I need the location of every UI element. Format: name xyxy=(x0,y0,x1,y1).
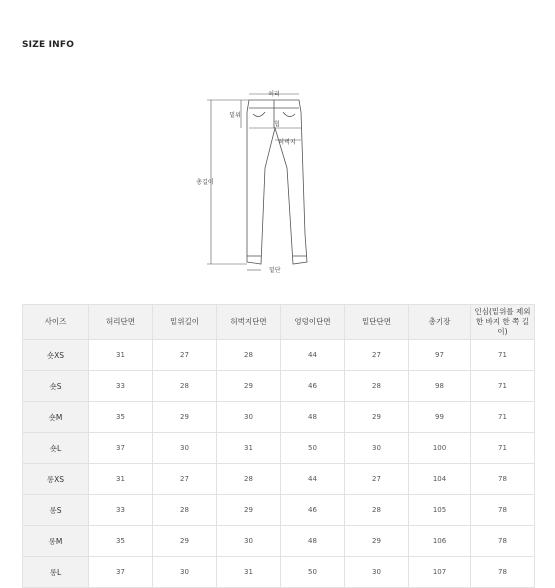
size-cell: 숏XS xyxy=(23,340,89,371)
table-row xyxy=(23,433,535,464)
hem-label: 밑단 xyxy=(269,267,281,274)
value-cell: 37 xyxy=(89,557,153,588)
value-cell: 30 xyxy=(345,433,409,464)
value-cell: 104 xyxy=(409,464,471,495)
table-header-row xyxy=(23,305,535,340)
value-cell: 107 xyxy=(409,557,471,588)
value-cell: 106 xyxy=(409,526,471,557)
size-cell: 롱M xyxy=(23,526,89,557)
value-cell: 27 xyxy=(345,464,409,495)
size-cell: 숏M xyxy=(23,402,89,433)
waist-label: 허리 xyxy=(268,91,280,98)
value-cell: 30 xyxy=(217,402,281,433)
value-cell: 31 xyxy=(89,340,153,371)
header-hem: 밑단단면 xyxy=(345,305,409,340)
table-row xyxy=(23,371,535,402)
value-cell: 31 xyxy=(217,557,281,588)
value-cell: 29 xyxy=(153,402,217,433)
value-cell: 30 xyxy=(345,557,409,588)
value-cell: 35 xyxy=(89,526,153,557)
value-cell: 30 xyxy=(153,433,217,464)
value-cell: 98 xyxy=(409,371,471,402)
header-hip: 엉덩이단면 xyxy=(281,305,345,340)
value-cell: 28 xyxy=(153,371,217,402)
right-pocket xyxy=(283,112,295,117)
header-size: 사이즈 xyxy=(23,305,89,340)
value-cell: 78 xyxy=(471,464,535,495)
value-cell: 99 xyxy=(409,402,471,433)
value-cell: 35 xyxy=(89,402,153,433)
value-cell: 48 xyxy=(281,526,345,557)
header-rise: 밑위길이 xyxy=(153,305,217,340)
value-cell: 28 xyxy=(345,371,409,402)
size-cell: 숏S xyxy=(23,371,89,402)
table-row xyxy=(23,526,535,557)
page-title: SIZE INFO xyxy=(22,40,75,50)
table-row xyxy=(23,464,535,495)
value-cell: 31 xyxy=(89,464,153,495)
value-cell: 27 xyxy=(345,340,409,371)
value-cell: 50 xyxy=(281,433,345,464)
rise-label: 밑위 xyxy=(229,112,241,119)
table-body xyxy=(23,340,535,588)
table-row xyxy=(23,402,535,433)
table-row xyxy=(23,495,535,526)
value-cell: 37 xyxy=(89,433,153,464)
value-cell: 78 xyxy=(471,495,535,526)
value-cell: 48 xyxy=(281,402,345,433)
table-row xyxy=(23,340,535,371)
value-cell: 30 xyxy=(153,557,217,588)
value-cell: 27 xyxy=(153,464,217,495)
value-cell: 44 xyxy=(281,340,345,371)
thigh-label: 허벅지 xyxy=(278,139,296,146)
header-thigh: 허벅지단면 xyxy=(217,305,281,340)
value-cell: 28 xyxy=(153,495,217,526)
header-inseam: 인심(밑위를 제외한 바지 한 쪽 길이) xyxy=(471,305,535,340)
value-cell: 29 xyxy=(345,402,409,433)
value-cell: 30 xyxy=(217,526,281,557)
value-cell: 33 xyxy=(89,495,153,526)
size-cell: 롱S xyxy=(23,495,89,526)
size-table xyxy=(22,304,535,588)
value-cell: 71 xyxy=(471,340,535,371)
value-cell: 46 xyxy=(281,495,345,526)
value-cell: 28 xyxy=(217,464,281,495)
value-cell: 46 xyxy=(281,371,345,402)
table-row xyxy=(23,557,535,588)
value-cell: 44 xyxy=(281,464,345,495)
header-waist: 허리단면 xyxy=(89,305,153,340)
value-cell: 71 xyxy=(471,371,535,402)
size-cell: 롱XS xyxy=(23,464,89,495)
value-cell: 105 xyxy=(409,495,471,526)
left-pocket xyxy=(253,112,265,117)
size-cell: 롱L xyxy=(23,557,89,588)
value-cell: 28 xyxy=(217,340,281,371)
value-cell: 29 xyxy=(345,526,409,557)
pants-size-diagram xyxy=(195,84,335,274)
value-cell: 78 xyxy=(471,557,535,588)
value-cell: 78 xyxy=(471,526,535,557)
length-label: 총길이 xyxy=(196,179,214,186)
value-cell: 50 xyxy=(281,557,345,588)
header-total-length: 총기장 xyxy=(409,305,471,340)
value-cell: 71 xyxy=(471,433,535,464)
value-cell: 29 xyxy=(217,371,281,402)
value-cell: 71 xyxy=(471,402,535,433)
value-cell: 29 xyxy=(217,495,281,526)
size-cell: 숏L xyxy=(23,433,89,464)
value-cell: 31 xyxy=(217,433,281,464)
value-cell: 33 xyxy=(89,371,153,402)
hip-label: 힙 xyxy=(274,121,280,128)
value-cell: 100 xyxy=(409,433,471,464)
value-cell: 27 xyxy=(153,340,217,371)
value-cell: 97 xyxy=(409,340,471,371)
value-cell: 28 xyxy=(345,495,409,526)
value-cell: 29 xyxy=(153,526,217,557)
